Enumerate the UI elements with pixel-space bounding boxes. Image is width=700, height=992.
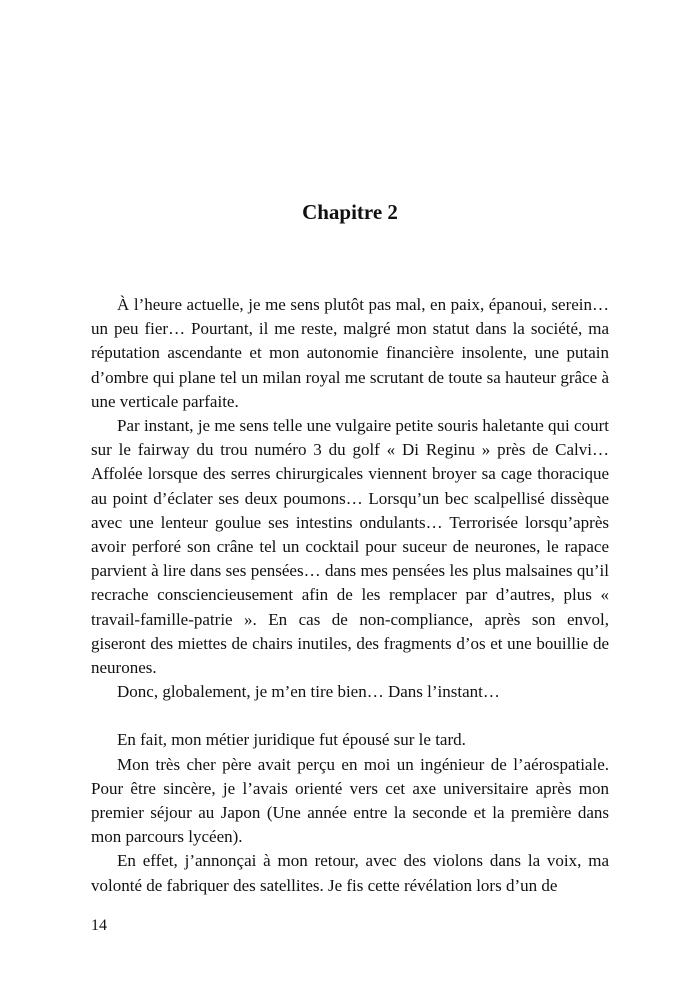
section-break [91,704,609,728]
body-text [91,293,609,898]
paragraph: Par instant, je me sens telle une vulgaire petite souris haletante qui court sur le fairway du trou numéro 3 du golf « Di Reginu » près de Calvi… Affolée lorsque des serres chirurgicales viennent broyer sa cage thoracique au point d’éclater ses deux poumons… Lorsqu’un bec scalpellisé dissèque avec une lenteur goulue ses intestins ondulants… Terrorisée lorsqu’après avoir perforé son crâne tel un cocktail pour suceur de neurones, le rapace parvient à lire dans ses pensées… dans mes pensées les plus malsaines qu’il recrache consciencieusement afin de les remplacer par d’autres, plus « travail-famille-patrie ». En cas de non-compliance, après son envol, giseront des miettes de chairs inutiles, des fragments d’os et une bouillie de neurones. [91,416,609,678]
paragraph: Mon très cher père avait perçu en moi un ingénieur de l’aérospatiale. Pour être sincère, je l’avais orienté vers cet axe universitaire après mon premier séjour au Japon (Une année entre la seconde et la première dans mon parcours lycéen). [91,754,609,847]
paragraph: Donc, globalement, je m’en tire bien… Dans l’instant… [117,682,500,702]
paragraph: En effet, j’annonçai à mon retour, avec des violons dans la voix, ma volonté de fabriquer des satellites. Je fis cette révélation lors d’un de [91,851,609,895]
chapter-title: Chapitre 2 [302,200,398,224]
page-number: 14 [91,917,107,934]
paragraph: En fait, mon métier juridique fut épousé sur le tard. [117,730,466,750]
paragraph: À l’heure actuelle, je me sens plutôt pas mal, en paix, épanoui, serein… un peu fier… Pourtant, il me reste, malgré mon statut dans la société, ma réputation ascendante et mon autonomie financière insolente, une putain d’ombre qui plane tel un milan royal me scrutant de toute sa hauteur grâce à une verticale parfaite. [91,295,609,411]
